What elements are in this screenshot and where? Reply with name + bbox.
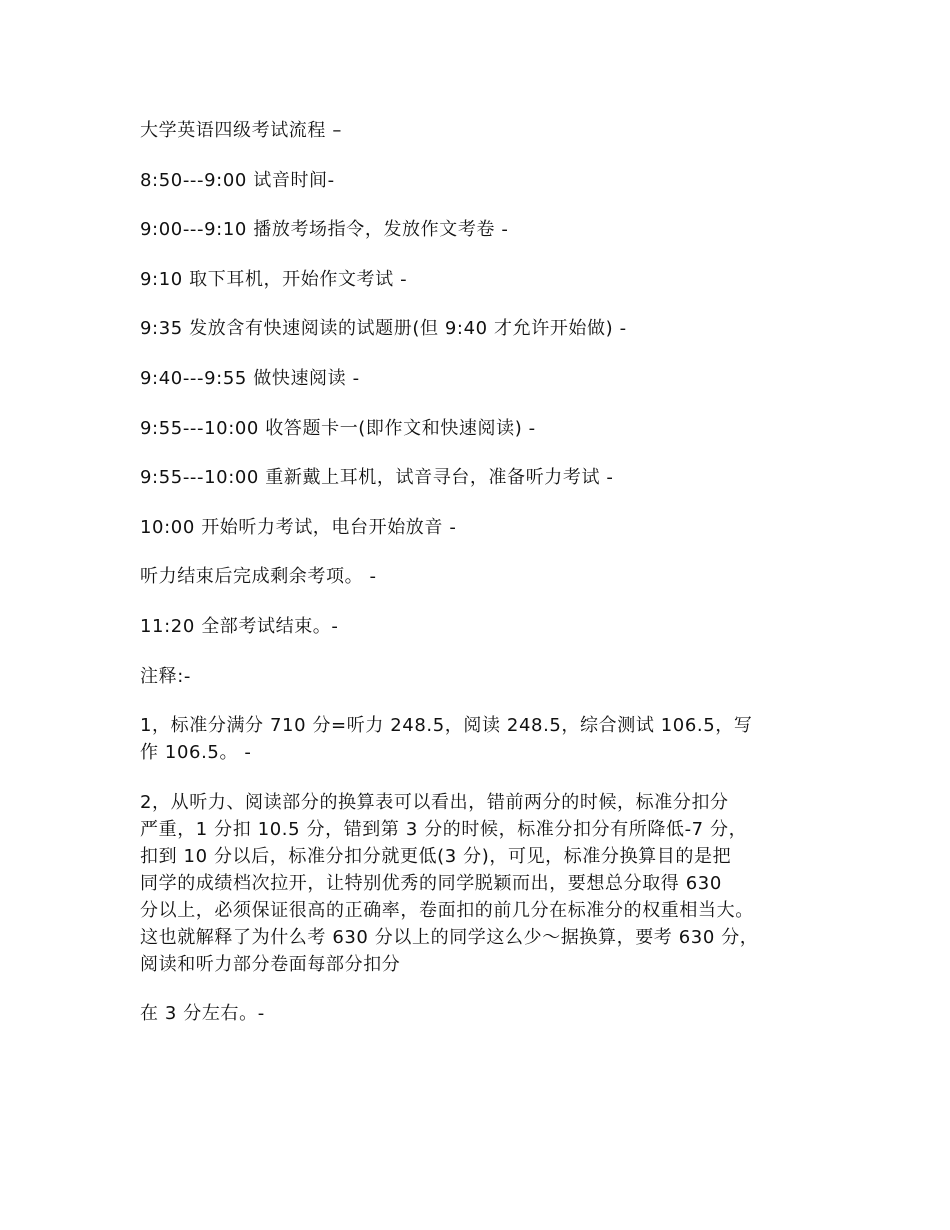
note-2-line: 这也就解释了为什么考 630 分以上的同学这么少～据换算，要考 630 分， xyxy=(140,926,759,948)
schedule-item-exam-end: 11:20 全部考试结束。- xyxy=(140,615,339,637)
notes-heading: 注释:- xyxy=(140,665,191,687)
note-2-line: 同学的成绩档次拉开，让特别优秀的同学脱颖而出，要想总分取得 630 xyxy=(140,872,722,894)
note-1-line: 1，标准分满分 710 分=听力 248.5，阅读 248.5，综合测试 106.5，写 xyxy=(140,715,753,737)
note-2-line: 阅读和听力部分卷面每部分扣分 xyxy=(140,953,401,975)
schedule-item-instructions: 9:00---9:10 播放考场指令，发放作文考卷 - xyxy=(140,219,509,241)
final-paragraph: 在 3 分左右。- xyxy=(140,1003,265,1025)
note-2-line: 扣到 10 分以后，标准分扣分就更低(3 分)，可见，标准分换算目的是把 xyxy=(140,845,732,867)
document-title: 大学英语四级考试流程 – xyxy=(140,120,342,141)
schedule-item-fast-reading: 9:40---9:55 做快速阅读 - xyxy=(140,367,360,389)
note-2 xyxy=(140,789,830,978)
schedule-item-collect-answer-sheet: 9:55---10:00 收答题卡一(即作文和快速阅读) - xyxy=(140,417,536,439)
note-2-line: 2，从听力、阅读部分的换算表可以看出，错前两分的时候，标准分扣分 xyxy=(140,791,729,813)
note-1-line: 作 106.5。 - xyxy=(140,742,252,764)
schedule-item-sound-check: 8:50---9:00 试音时间- xyxy=(140,169,335,191)
schedule-item-listening-start: 10:00 开始听力考试，电台开始放音 - xyxy=(140,516,457,538)
note-2-line: 分以上，必须保证很高的正确率，卷面扣的前几分在标准分的权重相当大。 xyxy=(140,899,754,921)
schedule-item-remaining-sections: 听力结束后完成剩余考项。 - xyxy=(140,566,377,588)
note-2-line: 严重，1 分扣 10.5 分，错到第 3 分的时候，标准分扣分有所降低-7 分， xyxy=(140,818,748,840)
schedule-item-writing-start: 9:10 取下耳机，开始作文考试 - xyxy=(140,268,408,290)
schedule-item-headphones: 9:55---10:00 重新戴上耳机，试音寻台，准备听力考试 - xyxy=(140,467,614,489)
schedule-item-booklet-distribution: 9:35 发放含有快速阅读的试题册(但 9:40 才允许开始做) - xyxy=(140,318,627,340)
note-1 xyxy=(140,712,830,766)
document-body xyxy=(140,117,830,1050)
